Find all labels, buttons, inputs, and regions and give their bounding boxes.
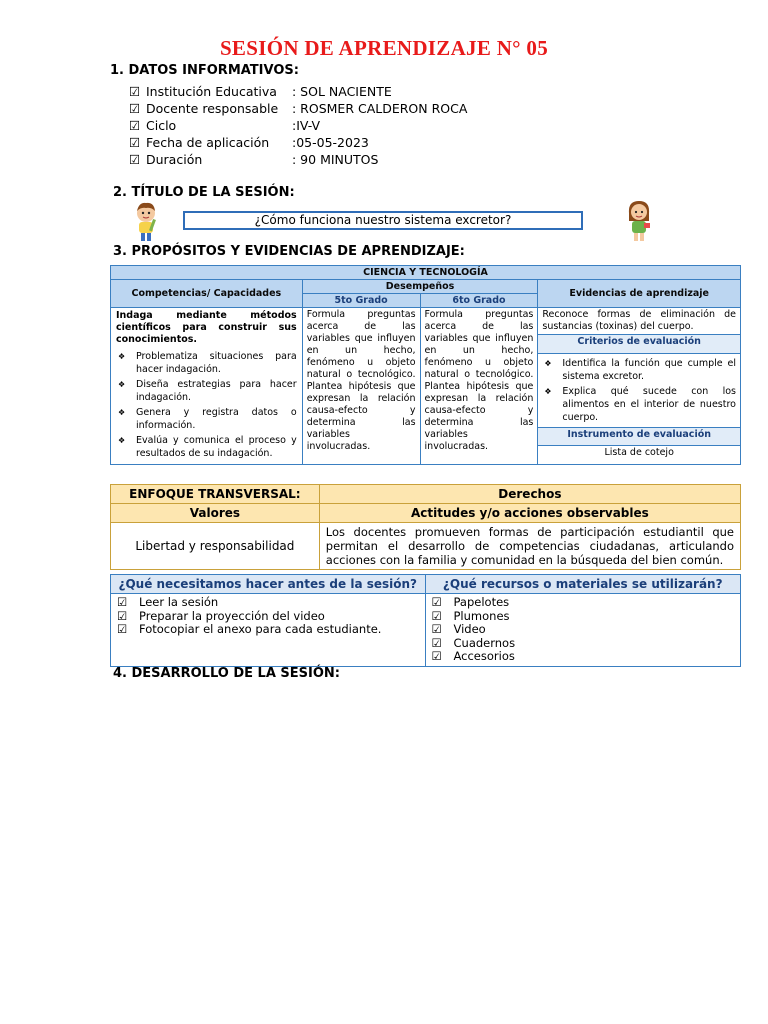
info-row [129, 101, 467, 118]
info-label: Institución Educativa [146, 84, 277, 99]
col-competencias: Competencias/ Capacidades [111, 280, 303, 308]
material-item-text: Cuadernos [453, 635, 516, 650]
checkbox-icon: ☑ [431, 608, 442, 623]
info-row [129, 152, 378, 169]
instrumento-label: Instrumento de evaluación [538, 427, 741, 446]
area-header: CIENCIA Y TECNOLOGÍA [111, 266, 741, 280]
checkbox-icon: ☑ [431, 649, 442, 663]
info-label: Fecha de aplicación [146, 135, 270, 150]
session-title: ¿Cómo funciona nuestro sistema excretor? [254, 213, 512, 227]
info-row [129, 118, 320, 135]
section-1-heading: 1. DATOS INFORMATIVOS: [110, 63, 299, 78]
col-valores: Valores [111, 504, 320, 523]
antes-item [117, 623, 419, 637]
desempeno-5-cell: Formula preguntas acerca de las variables que influyen en un hecho, fenómeno u objeto natural o tecnológico. Plantea hipótesis que expresan la relación causa-efecto y determina las variables involucradas. [302, 308, 420, 465]
checkbox-icon: ☑ [117, 595, 128, 609]
enfoque-value: Derechos [319, 485, 740, 504]
checkbox-icon: ☑ [129, 152, 141, 167]
criterio-item: ❖ Identifica la función que cumple el sistema excretor. [542, 357, 736, 383]
desempeno-6-cell: Formula preguntas acerca de las variables que influyen en un hecho, fenómeno u objeto natural o tecnológico. Plantea hipótesis que expresan la relación causa-efecto y determina las variables involucradas. [420, 308, 538, 465]
competencias-cell [111, 308, 303, 465]
info-value: :05-05-2023 [292, 135, 369, 150]
section-4-heading: 4. DESARROLLO DE LA SESIÓN: [113, 666, 340, 681]
info-value: : 90 MINUTOS [292, 152, 379, 167]
capacidad-item: ❖ Problematiza situaciones para hacer indagación. [116, 350, 297, 376]
checkbox-icon: ☑ [431, 622, 442, 636]
criterio-item: ❖ Explica qué sucede con los alimentos en el interior de nuestro cuerpo. [542, 385, 736, 424]
criterios-label: Criterios de evaluación [538, 335, 741, 354]
material-item [432, 650, 735, 664]
antes-item [117, 610, 419, 624]
competencia-text: Indaga mediante métodos científicos para construir sus conocimientos. [116, 310, 297, 345]
checkbox-icon: ☑ [117, 622, 128, 636]
boy-illustration [131, 201, 161, 245]
checkbox-icon: ☑ [431, 595, 442, 609]
purposes-table [110, 265, 741, 465]
q-antes: ¿Qué necesitamos hacer antes de la sesión? [111, 575, 426, 594]
girl-illustration [624, 199, 654, 245]
col-desempenos: Desempeños [302, 280, 538, 294]
material-item [432, 623, 735, 637]
page-title: SESIÓN DE APRENDIZAJE N° 05 [219, 36, 549, 60]
material-item [432, 637, 735, 651]
enfoque-label: ENFOQUE TRANSVERSAL: [111, 485, 320, 504]
info-value: :IV-V [292, 118, 321, 133]
checkbox-icon: ☑ [117, 608, 128, 623]
capacidad-item: ❖ Diseña estrategias para hacer indagación. [116, 378, 297, 404]
col-grade-5: 5to Grado [302, 294, 420, 308]
checkbox-icon: ☑ [431, 635, 442, 650]
section-2-heading: 2. TÍTULO DE LA SESIÓN: [113, 185, 295, 200]
material-item-text: Plumones [453, 608, 510, 623]
material-item [432, 596, 735, 610]
checkbox-icon: ☑ [129, 135, 141, 150]
info-value: : SOL NACIENTE [292, 84, 392, 99]
info-row [129, 84, 392, 101]
antes-item-text: Preparar la proyección del video [139, 608, 325, 623]
session-title-box [183, 211, 583, 230]
preparation-table [110, 574, 741, 667]
checkbox-icon: ☑ [129, 84, 141, 99]
section-3-heading: 3. PROPÓSITOS Y EVIDENCIAS DE APRENDIZAJE: [113, 244, 465, 259]
material-item [432, 610, 735, 624]
q-materiales: ¿Qué recursos o materiales se utilizarán? [425, 575, 741, 594]
material-item-text: Accesorios [453, 649, 515, 663]
info-label: Docente responsable [146, 101, 279, 116]
capacidad-item: ❖ Evalúa y comunica el proceso y resultados de su indagación. [116, 434, 297, 460]
instrumento-cell: Lista de cotejo [538, 446, 741, 465]
info-row [129, 135, 369, 152]
info-label: Duración [146, 152, 203, 167]
valor-cell: Libertad y responsabilidad [111, 523, 320, 570]
info-label: Ciclo [146, 118, 177, 133]
criterios-cell [538, 353, 741, 427]
antes-item [117, 596, 419, 610]
checkbox-icon: ☑ [129, 118, 141, 133]
material-item-text: Video [453, 622, 486, 636]
evidencia-cell: Reconoce formas de eliminación de sustancias (toxinas) del cuerpo. [538, 308, 741, 335]
antes-cell [111, 594, 426, 667]
enfoque-table [110, 484, 741, 570]
checkbox-icon: ☑ [129, 101, 141, 116]
col-grade-6: 6to Grado [420, 294, 538, 308]
col-evidencias: Evidencias de aprendizaje [538, 280, 741, 308]
capacidad-item: ❖ Genera y registra datos o información. [116, 406, 297, 432]
materiales-cell [425, 594, 741, 667]
info-value: : ROSMER CALDERON ROCA [292, 101, 468, 116]
actitud-cell: Los docentes promueven formas de participación estudiantil que permitan el desarrollo de competencias ciudadanas, articulando acciones con la familia y comunidad en la búsqueda del bien común. [319, 523, 740, 570]
col-actitudes: Actitudes y/o acciones observables [319, 504, 740, 523]
material-item-text: Papelotes [453, 595, 510, 609]
antes-item-text: Fotocopiar el anexo para cada estudiante. [139, 622, 382, 636]
antes-item-text: Leer la sesión [139, 595, 219, 609]
